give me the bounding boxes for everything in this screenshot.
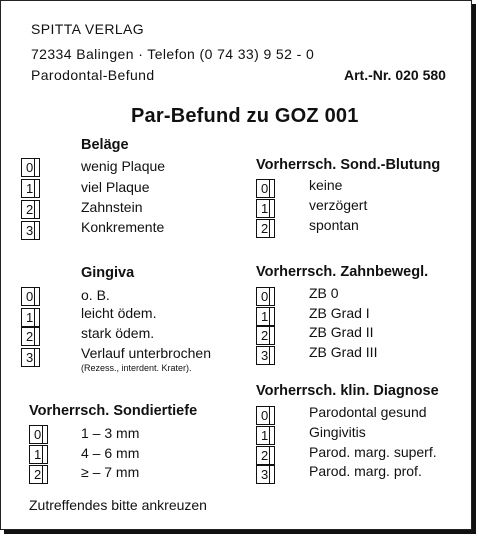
option-label: ZB Grad III: [309, 344, 378, 360]
option-label: verzögert: [309, 197, 368, 213]
option-label: Gingivitis: [309, 424, 366, 440]
footer-instruction: Zutreffendes bitte ankreuzen: [29, 497, 207, 513]
checkbox-blutung-0[interactable]: 0: [256, 179, 275, 198]
checkbox-zahnbewegl-3[interactable]: 3: [256, 346, 275, 365]
option-label: Parod. marg. superf.: [309, 444, 437, 460]
option-label: Parod. marg. prof.: [309, 463, 422, 479]
publisher-address: 72334 Balingen · Telefon (0 74 33) 9 52 - 0: [31, 46, 315, 62]
checkbox-zahnbewegl-0[interactable]: 0: [256, 287, 275, 306]
checkbox-diagnose-2[interactable]: 2: [256, 446, 275, 465]
section-heading-belaege: Beläge: [81, 137, 129, 153]
checkbox-belaege-0[interactable]: 0: [21, 158, 40, 177]
option-label: Zahnstein: [81, 199, 143, 215]
checkbox-gingiva-1[interactable]: 1: [21, 308, 40, 327]
article-number: Art.-Nr. 020 580: [344, 67, 446, 83]
option-label: viel Plaque: [81, 179, 150, 195]
checkbox-zahnbewegl-2[interactable]: 2: [256, 326, 275, 345]
checkbox-zahnbewegl-1[interactable]: 1: [256, 307, 275, 326]
page-title: Par-Befund zu GOZ 001: [131, 105, 359, 127]
checkbox-belaege-3[interactable]: 3: [21, 221, 40, 240]
form-name: Parodontal-Befund: [31, 67, 155, 83]
checkbox-gingiva-0[interactable]: 0: [21, 287, 40, 306]
section-heading-blutung: Vorherrsch. Sond.-Blutung: [256, 157, 441, 173]
option-label: ZB 0: [309, 285, 339, 301]
section-heading-gingiva: Gingiva: [81, 265, 135, 281]
checkbox-belaege-2[interactable]: 2: [21, 200, 40, 219]
checkbox-blutung-2[interactable]: 2: [256, 219, 275, 238]
checkbox-diagnose-0[interactable]: 0: [256, 406, 275, 425]
option-label: Konkremente: [81, 219, 165, 235]
checkbox-gingiva-2[interactable]: 2: [21, 327, 40, 346]
option-label: ≥ – 7 mm: [81, 464, 140, 480]
option-label: wenig Plaque: [81, 158, 166, 174]
checkbox-belaege-1[interactable]: 1: [21, 179, 40, 198]
option-label: 1 – 3 mm: [81, 425, 140, 441]
gingiva-note: (Rezess., interdent. Krater).: [81, 363, 192, 373]
checkbox-sondiertiefe-1[interactable]: 1: [29, 445, 48, 464]
publisher-name: SPITTA VERLAG: [31, 21, 145, 37]
section-heading-sondiertiefe: Vorherrsch. Sondiertiefe: [29, 403, 198, 419]
checkbox-blutung-1[interactable]: 1: [256, 199, 275, 218]
checkbox-sondiertiefe-2[interactable]: 2: [29, 465, 48, 484]
option-label: leicht ödem.: [81, 305, 157, 321]
option-label: o. B.: [81, 287, 110, 303]
section-heading-zahnbewegl: Vorherrsch. Zahnbewegl.: [256, 264, 429, 280]
option-label: ZB Grad I: [309, 305, 370, 321]
checkbox-sondiertiefe-0[interactable]: 0: [29, 425, 48, 444]
option-label: Verlauf unterbrochen: [81, 345, 211, 361]
checkbox-gingiva-3[interactable]: 3: [21, 348, 40, 367]
option-label: keine: [309, 177, 343, 193]
option-label: ZB Grad II: [309, 324, 374, 340]
section-heading-diagnose: Vorherrsch. klin. Diagnose: [256, 383, 439, 399]
option-label: 4 – 6 mm: [81, 445, 140, 461]
option-label: Parodontal gesund: [309, 404, 427, 420]
option-label: spontan: [309, 217, 359, 233]
checkbox-diagnose-3[interactable]: 3: [256, 465, 275, 484]
checkbox-diagnose-1[interactable]: 1: [256, 426, 275, 445]
option-label: stark ödem.: [81, 325, 155, 341]
